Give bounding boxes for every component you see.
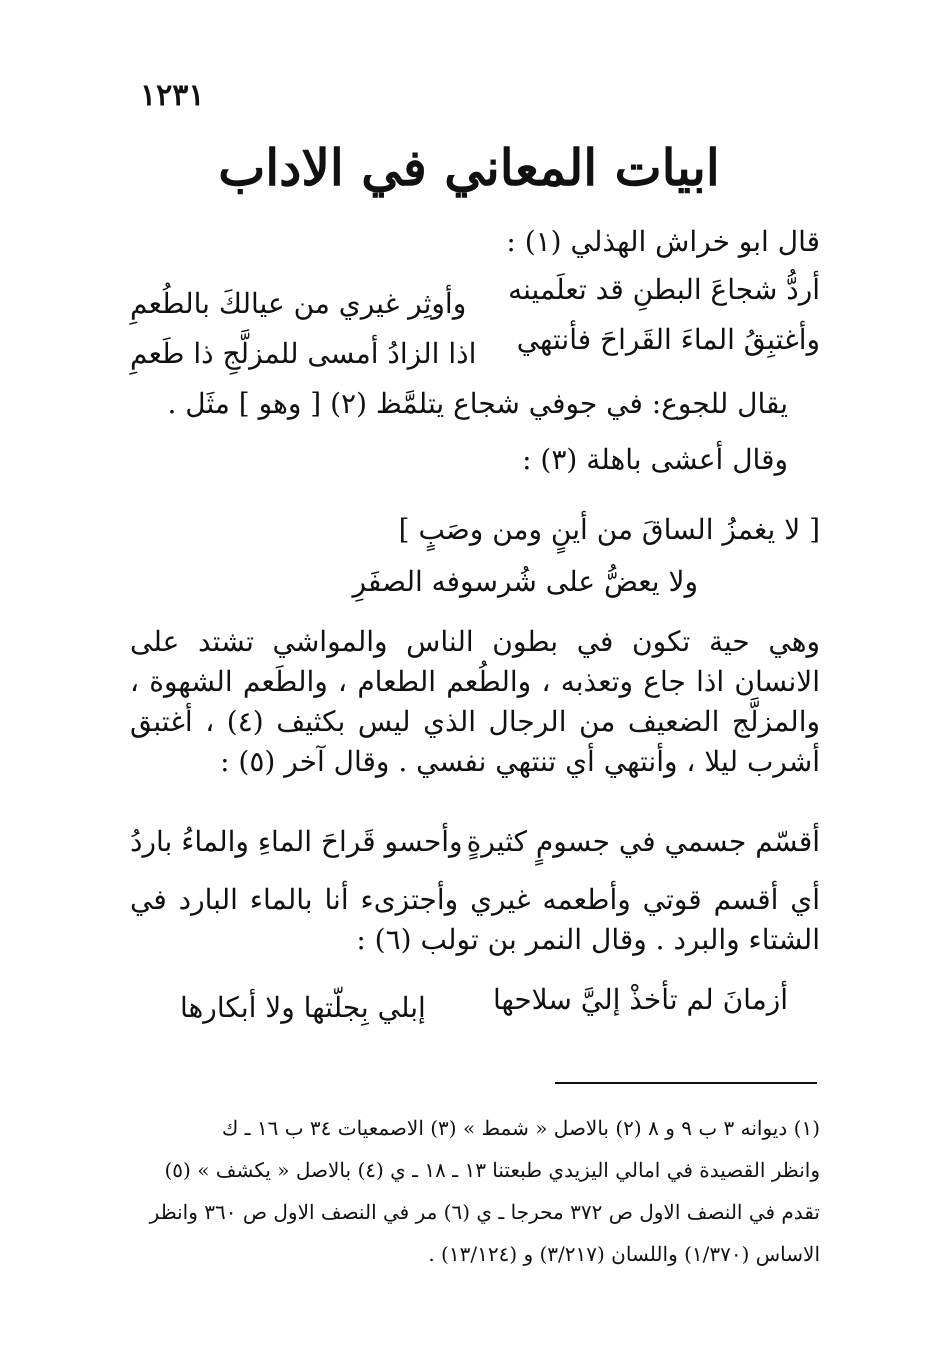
prose-paragraph-2: أي أقسم قوتي وأطعمه غيري وأجتزىء أنا بالماء البارد في الشتاء والبرد . وقال النمر بن تولب (٦) : [130, 883, 820, 956]
footnote-divider [555, 1082, 817, 1084]
verse-4-first-hemistich: أقسّم جسمي في جسومٍ كثيرةٍ [466, 825, 820, 858]
page-title: ابيات المعاني في الاداب [218, 138, 720, 197]
verse-3-first-hemistich: [ لا يغمزُ الساقَ من أينٍ ومن وصَبٍ ] [398, 513, 820, 546]
verse-1-second-hemistich: وأوثِر غيري من عيالكَ بالطُعمِ [130, 287, 467, 320]
prose-paragraph-1: وهي حية تكون في بطون الناس والمواشي تشتد على الانسان اذا جاع وتعذبه ، والطُعم الطعام ، والطَعم الشهوة ، والمزلَّج الضعيف من الرجال الذي ليس بكثيف (٤) ، أغتبق أشرب ليلا ، وأنتهي أي تنتهي نفسي . وقال آخر (٥) : [130, 625, 820, 778]
verse-2-second-hemistich: اذا الزادُ أمسى للمزلَّجِ ذا طَعمِ [130, 337, 477, 370]
footnote-line-4: الاساس (١/٣٧٠) واللسان (٣/٢١٧) و (١٣/١٢٤) . [428, 1242, 820, 1266]
intro-line-1: قال ابو خراش الهذلي (١) : [506, 225, 820, 258]
verse-2-first-hemistich: وأغتبِقُ الماءَ القَراحَ فأنتهي [516, 323, 820, 356]
verse-5-first-hemistich: أزمانَ لم تأخذْ إليَّ سلاحها [492, 983, 788, 1016]
verse-4-second-hemistich: وأحسو قَراحَ الماءِ والماءُ باردُ [130, 825, 463, 858]
verse-5-second-hemistich: إبلي بِجلّتها ولا أبكارها [180, 991, 426, 1024]
intro-line-2: وقال أعشى باهلة (٣) : [522, 443, 788, 476]
footnote-line-2: وانظر القصيدة في امالي اليزيدي طبعتنا ١٣ ـ ١٨ ـ ي (٤) بالاصل « يكشف » (٥) [164, 1158, 820, 1182]
verse-1-first-hemistich: أردُّ شجاعَ البطنِ قد تعلَمينه [508, 273, 820, 306]
footnote-line-1: (١) ديوانه ٣ ب ٩ و ٨ (٢) بالاصل « شمط » (٣) الاصمعيات ٣٤ ب ١٦ ـ ك [221, 1116, 820, 1140]
footnote-line-3: تقدم في النصف الاول ص ٣٧٢ محرجا ـ ي (٦) مر في النصف الاول ص ٣٦٠ وانظر [149, 1200, 820, 1224]
comment-line: يقال للجوع: في جوفي شجاع يتلمَّظ (٢) [ وهو ] مثَل . [167, 387, 788, 420]
verse-3-second-hemistich: ولا يعضُّ على شُرسوفه الصفَرِ [352, 565, 698, 598]
page-number: ١٢٣١ [140, 78, 205, 113]
